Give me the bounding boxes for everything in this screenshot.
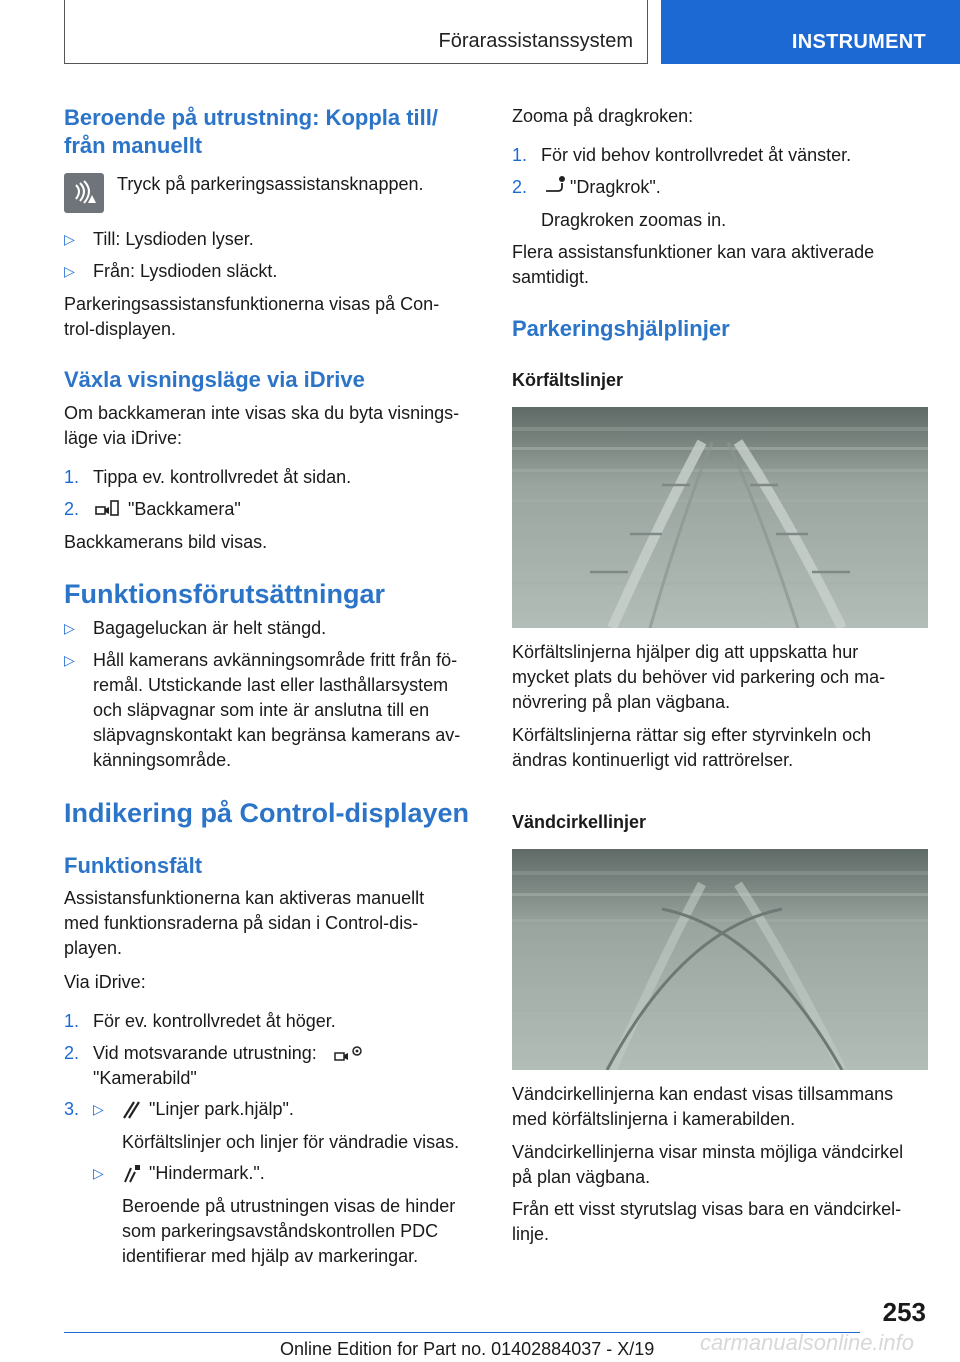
step-text: Tippa ev. kontrollvredet åt sidan. xyxy=(93,467,352,487)
turning-circle-camera-image xyxy=(512,849,928,1070)
paragraph-line: playen. xyxy=(64,938,123,958)
paragraph-multiple-functions xyxy=(512,240,928,290)
step-number: 2. xyxy=(512,177,528,197)
bullet-text: Bagageluckan är helt stängd. xyxy=(93,618,327,638)
step-number: 1. xyxy=(64,1011,80,1031)
step-2-description: Dragkroken zoomas in. xyxy=(541,210,727,230)
paragraph-function-field xyxy=(64,886,478,961)
paragraph-turning-2 xyxy=(512,1140,928,1190)
paragraph-line: samtidigt. xyxy=(512,267,590,287)
page-number: 253 xyxy=(882,1297,926,1327)
lane-lines-camera-image xyxy=(512,407,928,628)
paragraph-zoom-hitch: Zooma på dragkroken: xyxy=(512,106,694,126)
heading-function-field: Funktionsfält xyxy=(64,853,203,878)
camera-icon xyxy=(94,499,120,519)
heading-control-display: Indikering på Control-displayen xyxy=(64,798,470,828)
subheading-lane-lines: Körfältslinjer xyxy=(512,370,624,390)
step-3a-description: Körfältslinjer och linjer för vändradie visas. xyxy=(122,1132,460,1152)
paragraph-camera-image: Backkamerans bild visas. xyxy=(64,532,268,552)
header-chapter-title: INSTRUMENT xyxy=(791,31,926,53)
bullet-line: känningsområde. xyxy=(93,750,232,770)
heading-requirements: Funktionsförutsättningar xyxy=(64,579,385,609)
heading-line-1: Beroende på utrustning: Koppla till/ xyxy=(64,105,438,130)
lines-icon xyxy=(121,1098,143,1120)
bullet-text: Till: Lysdioden lyser. xyxy=(93,229,254,249)
paragraph-line: läge via iDrive: xyxy=(64,428,183,448)
heading-parking-lines: Parkeringshjälplinjer xyxy=(512,316,730,341)
bullet-triangle-icon: ▷ xyxy=(93,1165,104,1181)
bullet-triangle-icon: ▷ xyxy=(93,1101,104,1117)
paragraph-line: identifierar med hjälp av markeringar. xyxy=(122,1246,419,1266)
bullet-triangle-icon: ▷ xyxy=(64,652,75,668)
paragraph-line: Från ett visst styrutslag visas bara en vändcirkel- xyxy=(512,1199,902,1219)
paragraph-line: Vändcirkellinjerna visar minsta möjliga vändcirkel xyxy=(512,1142,904,1162)
watermark: carmanualsonline.info xyxy=(700,1330,915,1355)
bullet-line: släpvagnskontakt kan begränsa kamerans av- xyxy=(93,725,461,745)
paragraph-line: som parkeringsavståndskontrollen PDC xyxy=(122,1221,439,1241)
paragraph-line: trol-displayen. xyxy=(64,319,177,339)
paragraph-line: linje. xyxy=(512,1224,550,1244)
press-button-text: Tryck på parkeringsassistansknappen. xyxy=(117,174,424,194)
paragraph-line: Flera assistansfunktioner kan vara aktiverade xyxy=(512,242,875,262)
paragraph-display-info xyxy=(64,292,478,342)
hitch-icon xyxy=(542,173,568,197)
footer-edition: Online Edition for Part no. 01402884037 - X/19 xyxy=(280,1339,655,1359)
paragraph-line: Beroende på utrustningen visas de hinder xyxy=(122,1196,456,1216)
heading-manual-toggle xyxy=(64,104,478,160)
step-text: "Backkamera" xyxy=(128,499,241,519)
bullet-line: Håll kamerans avkänningsområde fritt från fö- xyxy=(93,650,458,670)
step-number: 3. xyxy=(64,1099,80,1119)
step-text: För vid behov kontrollvredet åt vänster. xyxy=(541,145,852,165)
subheading-turning-circle-lines: Vändcirkellinjer xyxy=(512,812,647,832)
bullet-text xyxy=(93,648,478,773)
paragraph-line: Körfältslinjerna rättar sig efter styrvinkeln och xyxy=(512,725,872,745)
step-line: Vid motsvarande utrustning: xyxy=(93,1043,317,1063)
obstacle-mark-icon xyxy=(121,1162,143,1184)
bullet-triangle-icon: ▷ xyxy=(64,620,75,636)
step-number: 2. xyxy=(64,499,80,519)
paragraph-via-idrive: Via iDrive: xyxy=(64,972,146,992)
heading-switch-view: Växla visningsläge via iDrive xyxy=(64,367,365,392)
bullet-triangle-icon: ▷ xyxy=(64,263,75,279)
paragraph-switch-view xyxy=(64,401,478,451)
paragraph-lane-lines-2 xyxy=(512,723,928,773)
paragraph-line: med körfältslinjerna i kamerabilden. xyxy=(512,1109,796,1129)
step-text: "Linjer park.hjälp". xyxy=(149,1099,294,1119)
paragraph-line: Parkeringsassistansfunktionerna visas på Con- xyxy=(64,294,440,314)
bullet-text: Från: Lysdioden släckt. xyxy=(93,261,278,281)
paragraph-turning-1 xyxy=(512,1082,928,1132)
step-number: 1. xyxy=(64,467,80,487)
paragraph-turning-3 xyxy=(512,1197,928,1247)
paragraph-line: Vändcirkellinjerna kan endast visas tillsammans xyxy=(512,1084,894,1104)
paragraph-line: növrering på plan vägbana. xyxy=(512,692,731,712)
bullet-triangle-icon: ▷ xyxy=(64,231,75,247)
step-3b-description xyxy=(122,1194,482,1269)
step-line: "Kamerabild" xyxy=(93,1068,197,1088)
step-text: "Dragkrok". xyxy=(570,177,661,197)
step-text: För ev. kontrollvredet åt höger. xyxy=(93,1011,336,1031)
paragraph-line: på plan vägbana. xyxy=(512,1167,651,1187)
paragraph-line: mycket plats du behöver vid parkering och ma- xyxy=(512,667,886,687)
paragraph-line: ändras kontinuerligt vid rattrörelser. xyxy=(512,750,794,770)
step-number: 1. xyxy=(512,145,528,165)
heading-line-2: från manuellt xyxy=(64,133,203,158)
paragraph-line: Körfältslinjerna hjälper dig att uppskatta hur xyxy=(512,642,859,662)
camera-settings-icon xyxy=(332,1044,364,1064)
step-text xyxy=(93,1041,478,1091)
paragraph-line: Om backkameran inte visas ska du byta visnings- xyxy=(64,403,460,423)
paragraph-line: med funktionsraderna på sidan i Control-dis- xyxy=(64,913,419,933)
step-number: 2. xyxy=(64,1043,80,1063)
header-section-box xyxy=(64,0,648,64)
bullet-line: remål. Utstickande last eller lasthållarsystem xyxy=(93,675,449,695)
header-section-title: Förarassistanssystem xyxy=(438,30,633,52)
step-text: "Hindermark.". xyxy=(149,1163,265,1183)
paragraph-line: Assistansfunktionerna kan aktiveras manuellt xyxy=(64,888,425,908)
bullet-line: och släpvagnar som inte är anslutna till en xyxy=(93,700,430,720)
paragraph-lane-lines-1 xyxy=(512,640,928,715)
park-assist-button-icon xyxy=(64,173,104,213)
header-chapter-box xyxy=(661,0,960,64)
